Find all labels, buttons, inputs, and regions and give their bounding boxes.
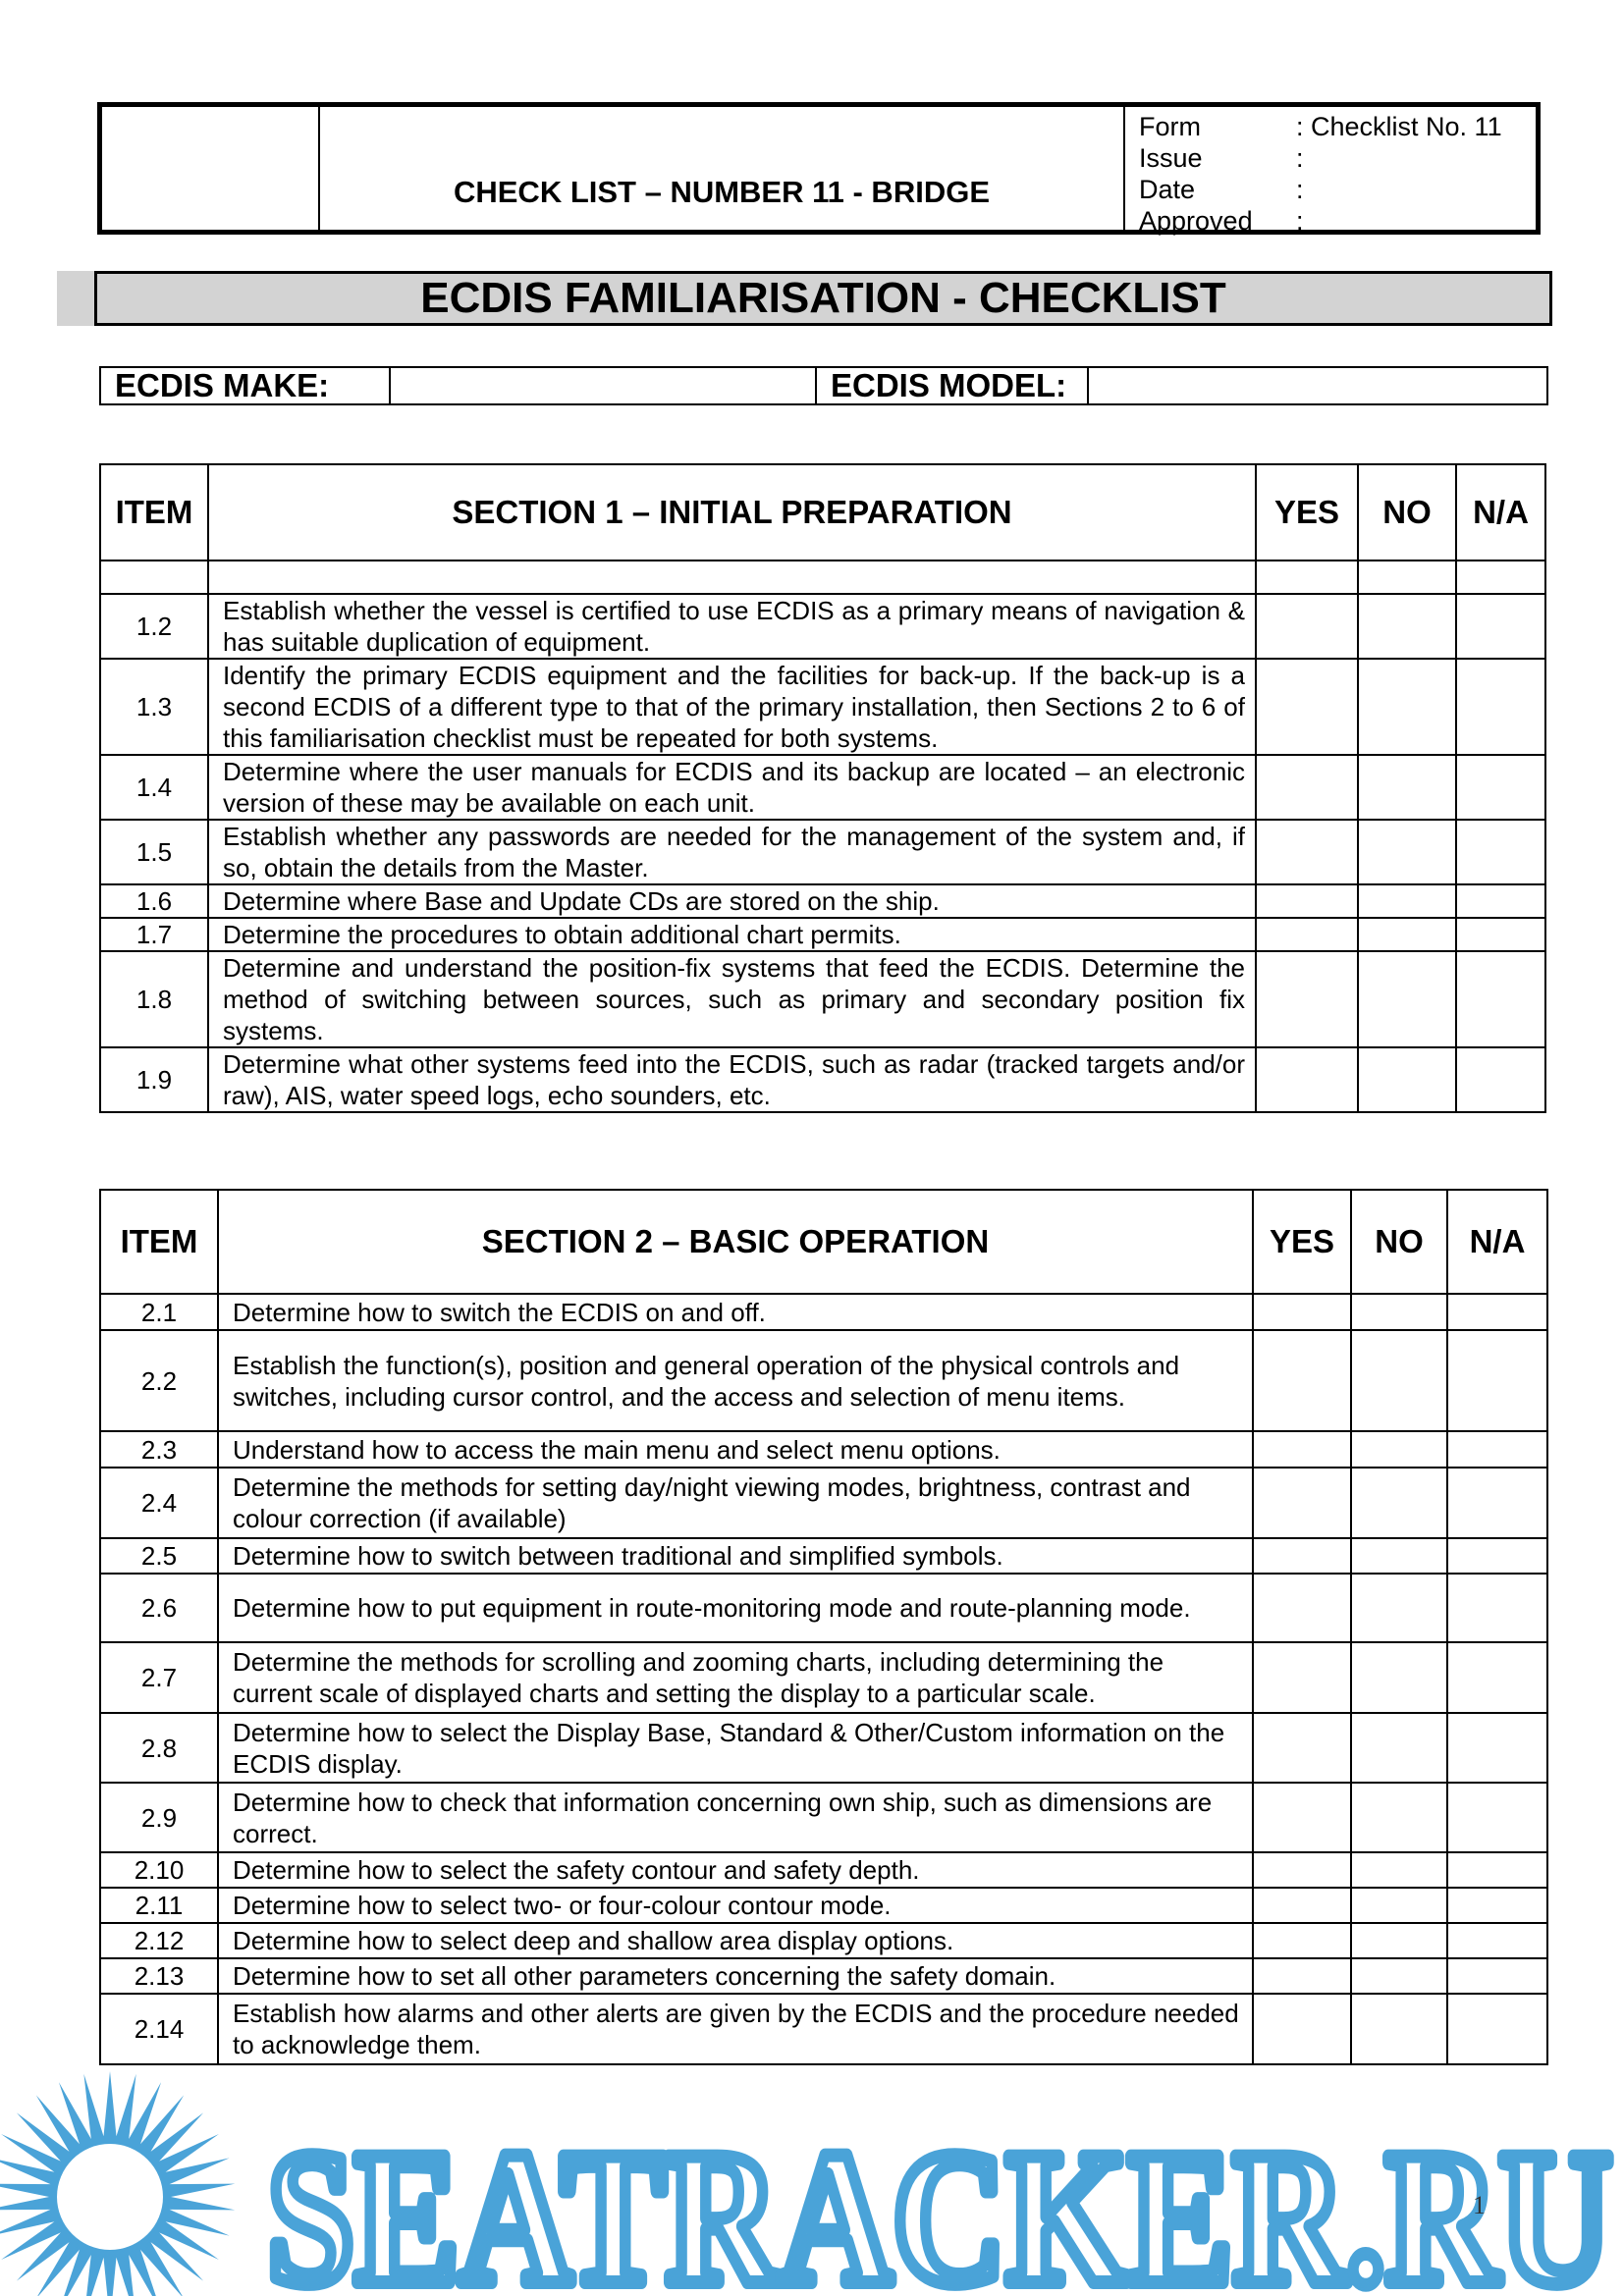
make-field[interactable]: [391, 368, 817, 403]
no-checkbox[interactable]: [1351, 1888, 1447, 1923]
col-na-header: N/A: [1456, 464, 1545, 561]
table-row: [100, 755, 1545, 820]
na-checkbox[interactable]: [1447, 1431, 1547, 1468]
no-checkbox[interactable]: [1351, 1330, 1447, 1431]
item-number: 2.12: [100, 1923, 218, 1958]
na-checkbox[interactable]: [1456, 1047, 1545, 1112]
table-row: [100, 918, 1545, 951]
no-checkbox[interactable]: [1351, 1713, 1447, 1783]
item-text: Establish whether any passwords are needed for the management of the system and, if so, obtain the details from the Master.: [208, 820, 1256, 884]
na-checkbox[interactable]: [1447, 1783, 1547, 1852]
item-text: Determine how to select two- or four-colour contour mode.: [218, 1888, 1253, 1923]
na-checkbox[interactable]: [1447, 1538, 1547, 1574]
section1-table: [99, 463, 1546, 1113]
meta-approved-row: [1139, 205, 1526, 237]
no-checkbox[interactable]: [1351, 1538, 1447, 1574]
no-checkbox[interactable]: [1358, 561, 1456, 594]
table-row: [100, 1994, 1547, 2064]
yes-checkbox[interactable]: [1256, 659, 1358, 755]
no-checkbox[interactable]: [1351, 1994, 1447, 2064]
item-text: Determine the methods for scrolling and zooming charts, including determining the current scale of displayed charts and setting the display to a particular scale.: [218, 1642, 1253, 1713]
model-field[interactable]: [1089, 368, 1546, 403]
col-no-header: NO: [1358, 464, 1456, 561]
item-text: Determine how to set all other parameters concerning the safety domain.: [218, 1958, 1253, 1994]
table-row: [100, 1330, 1547, 1431]
item-number: 1.3: [100, 659, 208, 755]
no-checkbox[interactable]: [1351, 1574, 1447, 1642]
na-checkbox[interactable]: [1456, 659, 1545, 755]
header-logo-cell: [102, 107, 320, 230]
no-checkbox[interactable]: [1358, 820, 1456, 884]
no-checkbox[interactable]: [1358, 918, 1456, 951]
section-title: SECTION 1 – INITIAL PREPARATION: [208, 464, 1256, 561]
yes-checkbox[interactable]: [1253, 1783, 1351, 1852]
yes-checkbox[interactable]: [1253, 1994, 1351, 2064]
item-number: 2.1: [100, 1294, 218, 1330]
table-row: [100, 1888, 1547, 1923]
item-number: 2.2: [100, 1330, 218, 1431]
yes-checkbox[interactable]: [1256, 755, 1358, 820]
table-row: [100, 1713, 1547, 1783]
table-row: [100, 1431, 1547, 1468]
yes-checkbox[interactable]: [1253, 1330, 1351, 1431]
item-number: 2.11: [100, 1888, 218, 1923]
item-number: 2.8: [100, 1713, 218, 1783]
na-checkbox[interactable]: [1456, 884, 1545, 918]
col-na-header: N/A: [1447, 1190, 1547, 1294]
table-row: [100, 1468, 1547, 1538]
no-checkbox[interactable]: [1358, 594, 1456, 659]
banner-shade: [57, 271, 96, 326]
meta-value: :: [1296, 143, 1304, 173]
checklist-title-banner: ECDIS FAMILIARISATION - CHECKLIST: [94, 271, 1552, 326]
item-text: [208, 561, 1256, 594]
meta-value: :: [1296, 206, 1304, 236]
item-number: 1.9: [100, 1047, 208, 1112]
yes-checkbox[interactable]: [1256, 951, 1358, 1047]
no-checkbox[interactable]: [1358, 659, 1456, 755]
yes-checkbox[interactable]: [1253, 1574, 1351, 1642]
yes-checkbox[interactable]: [1256, 1047, 1358, 1112]
no-checkbox[interactable]: [1351, 1294, 1447, 1330]
item-text: Determine how to select deep and shallow area display options.: [218, 1923, 1253, 1958]
item-text: Identify the primary ECDIS equipment and the facilities for back-up. If the back-up is a second ECDIS of a different type to that of the primary installation, then Sections 2 to 6 of this familiarisation checklist must be repeated for both systems.: [208, 659, 1256, 755]
item-number: 1.2: [100, 594, 208, 659]
no-checkbox[interactable]: [1351, 1783, 1447, 1852]
item-number: 2.5: [100, 1538, 218, 1574]
meta-value: : Checklist No. 11: [1296, 112, 1502, 141]
na-checkbox[interactable]: [1447, 1923, 1547, 1958]
table-row: [100, 1642, 1547, 1713]
item-number: 2.13: [100, 1958, 218, 1994]
col-item-header: ITEM: [100, 1190, 218, 1294]
na-checkbox[interactable]: [1447, 1852, 1547, 1888]
page-number: 1: [1473, 2191, 1486, 2219]
yes-checkbox[interactable]: [1253, 1468, 1351, 1538]
col-no-header: NO: [1351, 1190, 1447, 1294]
item-number: [100, 561, 208, 594]
item-text: Determine how to select the Display Base, Standard & Other/Custom information on the ECDIS display.: [218, 1713, 1253, 1783]
meta-date-row: [1139, 174, 1526, 205]
item-number: 2.7: [100, 1642, 218, 1713]
item-number: 1.7: [100, 918, 208, 951]
item-text: Determine and understand the position-fix systems that feed the ECDIS. Determine the method of switching between sources, such as primary and secondary position fix systems.: [208, 951, 1256, 1047]
yes-checkbox[interactable]: [1256, 884, 1358, 918]
item-number: 1.6: [100, 884, 208, 918]
table-row: [100, 1923, 1547, 1958]
yes-checkbox[interactable]: [1253, 1431, 1351, 1468]
yes-checkbox[interactable]: [1253, 1713, 1351, 1783]
item-text: Determine how to check that information concerning own ship, such as dimensions are correct.: [218, 1783, 1253, 1852]
table-row: [100, 884, 1545, 918]
item-text: Determine how to switch between traditional and simplified symbols.: [218, 1538, 1253, 1574]
table-row: [100, 1574, 1547, 1642]
table-row: [100, 561, 1545, 594]
col-yes-header: YES: [1253, 1190, 1351, 1294]
meta-label: Form: [1139, 112, 1201, 141]
item-text: Establish whether the vessel is certified to use ECDIS as a primary means of navigation & has suitable duplication of equipment.: [208, 594, 1256, 659]
model-label: ECDIS MODEL:: [817, 368, 1089, 403]
make-model-row: [99, 366, 1548, 405]
table-row: [100, 1958, 1547, 1994]
yes-checkbox[interactable]: [1253, 1888, 1351, 1923]
no-checkbox[interactable]: [1351, 1958, 1447, 1994]
na-checkbox[interactable]: [1456, 755, 1545, 820]
meta-value: :: [1296, 175, 1304, 204]
yes-checkbox[interactable]: [1256, 918, 1358, 951]
section-title: SECTION 2 – BASIC OPERATION: [218, 1190, 1253, 1294]
meta-label: Issue: [1139, 143, 1203, 173]
item-text: Determine how to switch the ECDIS on and off.: [218, 1294, 1253, 1330]
yes-checkbox[interactable]: [1256, 820, 1358, 884]
table-row: [100, 1047, 1545, 1112]
form-header: [97, 102, 1541, 235]
sun-core: [57, 2144, 163, 2250]
yes-checkbox[interactable]: [1256, 594, 1358, 659]
table-row: [100, 1538, 1547, 1574]
item-text: Determine the procedures to obtain additional chart permits.: [208, 918, 1256, 951]
meta-label: Approved: [1139, 206, 1253, 236]
na-checkbox[interactable]: [1447, 1574, 1547, 1642]
item-number: 2.6: [100, 1574, 218, 1642]
sun-logo-icon: [0, 2071, 235, 2296]
item-text: Determine the methods for setting day/night viewing modes, brightness, contrast and colour correction (if available): [218, 1468, 1253, 1538]
section2-table: [99, 1189, 1548, 2065]
na-checkbox[interactable]: [1447, 1642, 1547, 1713]
yes-checkbox[interactable]: [1253, 1923, 1351, 1958]
yes-checkbox[interactable]: [1256, 561, 1358, 594]
item-text: Understand how to access the main menu and select menu options.: [218, 1431, 1253, 1468]
na-checkbox[interactable]: [1447, 1294, 1547, 1330]
header-meta: [1125, 107, 1536, 236]
no-checkbox[interactable]: [1351, 1852, 1447, 1888]
no-checkbox[interactable]: [1351, 1642, 1447, 1713]
yes-checkbox[interactable]: [1253, 1538, 1351, 1574]
na-checkbox[interactable]: [1447, 1330, 1547, 1431]
yes-checkbox[interactable]: [1253, 1642, 1351, 1713]
item-text: Establish how alarms and other alerts are given by the ECDIS and the procedure needed to acknowledge them.: [218, 1994, 1253, 2064]
item-text: Determine where the user manuals for ECDIS and its backup are located – an electronic version of these may be available on each unit.: [208, 755, 1256, 820]
item-number: 2.4: [100, 1468, 218, 1538]
no-checkbox[interactable]: [1351, 1431, 1447, 1468]
item-number: 1.8: [100, 951, 208, 1047]
no-checkbox[interactable]: [1351, 1468, 1447, 1538]
table-row: [100, 659, 1545, 755]
table-row: [100, 820, 1545, 884]
item-text: Determine where Base and Update CDs are stored on the ship.: [208, 884, 1256, 918]
meta-label: Date: [1139, 175, 1196, 204]
no-checkbox[interactable]: [1351, 1923, 1447, 1958]
na-checkbox[interactable]: [1447, 1713, 1547, 1783]
na-checkbox[interactable]: [1447, 1468, 1547, 1538]
no-checkbox[interactable]: [1358, 755, 1456, 820]
na-checkbox[interactable]: [1456, 561, 1545, 594]
na-checkbox[interactable]: [1456, 951, 1545, 1047]
col-item-header: ITEM: [100, 464, 208, 561]
watermark-text: SEATRACKER.RU: [267, 2111, 1612, 2296]
item-text: Establish the function(s), position and general operation of the physical controls and switches, including cursor control, and the access and selection of menu items.: [218, 1330, 1253, 1431]
na-checkbox[interactable]: [1456, 594, 1545, 659]
item-text: Determine how to put equipment in route-monitoring mode and route-planning mode.: [218, 1574, 1253, 1642]
na-checkbox[interactable]: [1456, 918, 1545, 951]
no-checkbox[interactable]: [1358, 1047, 1456, 1112]
table-row: [100, 1294, 1547, 1330]
make-label: ECDIS MAKE:: [101, 368, 391, 403]
item-number: 2.10: [100, 1852, 218, 1888]
item-number: 2.9: [100, 1783, 218, 1852]
item-number: 2.3: [100, 1431, 218, 1468]
item-number: 1.5: [100, 820, 208, 884]
table-row: [100, 594, 1545, 659]
item-number: 1.4: [100, 755, 208, 820]
item-text: Determine how to select the safety contour and safety depth.: [218, 1852, 1253, 1888]
seatracker-watermark: [0, 2071, 1624, 2296]
yes-checkbox[interactable]: [1253, 1958, 1351, 1994]
item-number: 2.14: [100, 1994, 218, 2064]
header-title: CHECK LIST – NUMBER 11 - BRIDGE: [320, 107, 1125, 230]
table-row: [100, 1852, 1547, 1888]
col-yes-header: YES: [1256, 464, 1358, 561]
table-row: [100, 1783, 1547, 1852]
na-checkbox[interactable]: [1456, 820, 1545, 884]
item-text: Determine what other systems feed into the ECDIS, such as radar (tracked targets and/or raw), AIS, water speed logs, echo sounders, etc.: [208, 1047, 1256, 1112]
meta-issue-row: [1139, 142, 1526, 174]
no-checkbox[interactable]: [1358, 884, 1456, 918]
yes-checkbox[interactable]: [1253, 1294, 1351, 1330]
na-checkbox[interactable]: [1447, 1888, 1547, 1923]
na-checkbox[interactable]: [1447, 1958, 1547, 1994]
yes-checkbox[interactable]: [1253, 1852, 1351, 1888]
meta-form-row: [1139, 111, 1526, 142]
table-row: [100, 951, 1545, 1047]
na-checkbox[interactable]: [1447, 1994, 1547, 2064]
no-checkbox[interactable]: [1358, 951, 1456, 1047]
